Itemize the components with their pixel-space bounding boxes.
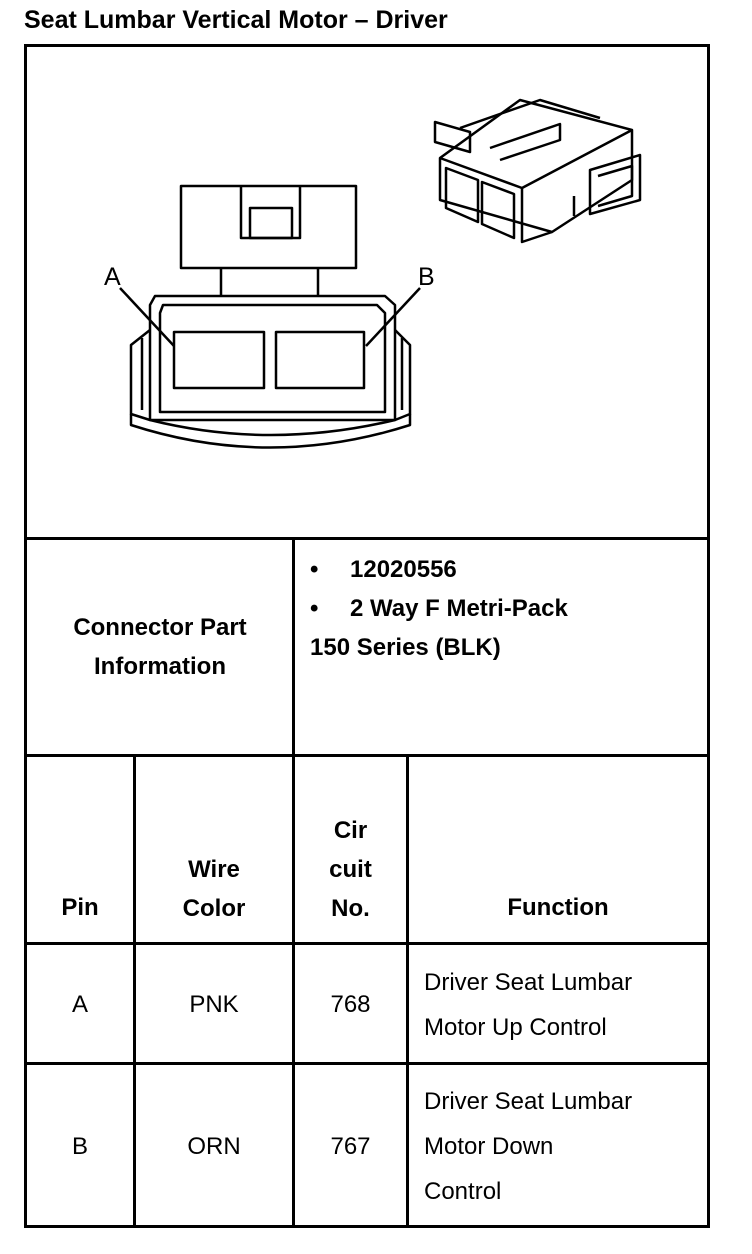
row-b-function: [424, 1079, 704, 1214]
row-b-function-line2: Motor Down: [424, 1133, 554, 1160]
pin-label-a: A: [104, 263, 121, 291]
connector-label-line1: Connector Part: [73, 614, 247, 641]
connector-label-line2: Information: [94, 653, 226, 680]
row-a-pin: A: [71, 991, 88, 1018]
row-b-function-line3: Control: [424, 1178, 502, 1205]
connector-part-info-values: [310, 550, 568, 667]
header-circuit-line3: No.: [331, 895, 370, 922]
row-a-circuit: 768: [330, 991, 371, 1018]
row-a-function-line2: Motor Up Control: [424, 1014, 607, 1041]
connector-face-body: [150, 296, 395, 420]
row-b-wire-color: ORN: [187, 1133, 241, 1160]
pin-label-b: B: [418, 263, 435, 291]
header-circuit-line1: Cir: [333, 817, 368, 844]
part-number-item: [310, 550, 568, 589]
row-b-pin: B: [71, 1133, 88, 1160]
connector-type-line1: 2 Way F Metri-Pack: [350, 595, 568, 622]
row-b-function-line1: Driver Seat Lumbar: [424, 1088, 633, 1115]
divider-header: [24, 942, 710, 945]
divider-row-a: [24, 1062, 710, 1065]
connector-diagram: [27, 47, 707, 537]
bullet-icon: •: [310, 595, 319, 622]
bullet-icon: •: [310, 556, 319, 583]
part-number: 12020556: [350, 556, 457, 583]
cavity-a: [174, 332, 264, 388]
row-b-circuit: 767: [330, 1133, 371, 1160]
row-a-function: [424, 960, 704, 1050]
header-circuit-no: [295, 811, 406, 928]
header-circuit-line2: cuit: [329, 856, 372, 883]
divider-connector: [24, 754, 710, 757]
header-wire-line2: Color: [182, 895, 246, 922]
row-a-wire-color: PNK: [189, 991, 239, 1018]
header-wire-color: [136, 850, 292, 928]
row-a-function-line1: Driver Seat Lumbar: [424, 969, 633, 996]
divider-col-circuit: [406, 757, 409, 1228]
page-title: Seat Lumbar Vertical Motor – Driver: [24, 6, 448, 34]
header-function: Function: [507, 894, 609, 921]
connector-isometric-view: [435, 100, 640, 242]
connector-part-info-label: [27, 540, 293, 754]
connector-latch: [181, 186, 356, 268]
connector-type-item: [310, 589, 568, 628]
connector-type-line2: 150 Series (BLK): [310, 634, 501, 661]
cavity-b: [276, 332, 364, 388]
header-wire-line1: Wire: [188, 856, 240, 883]
header-pin: Pin: [61, 894, 99, 921]
